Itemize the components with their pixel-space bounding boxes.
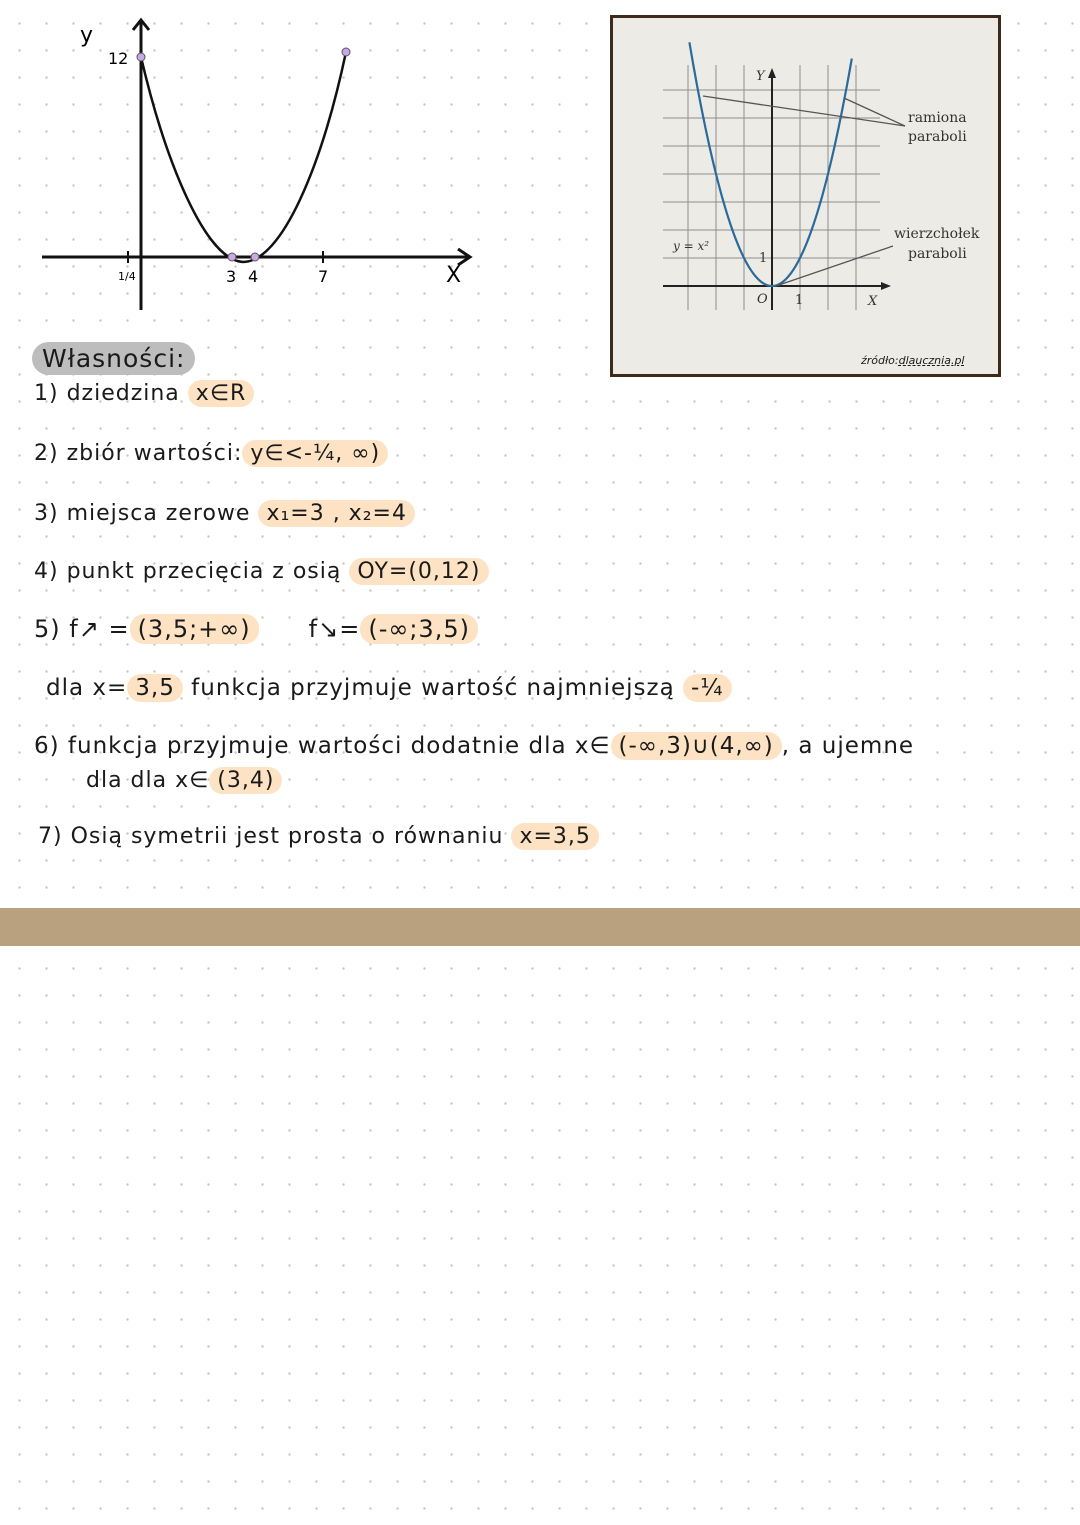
label: dla x= <box>46 675 128 701</box>
label: 1) dziedzina <box>34 381 180 406</box>
label: dla dla x∈ <box>86 768 210 793</box>
label: 5) f↗ = <box>34 615 130 643</box>
source-link[interactable]: dlaucznia.pl <box>898 354 965 367</box>
label: f↘= <box>308 615 361 643</box>
y-axis-arrow <box>768 68 776 78</box>
vertex-label-line1: wierzchołek <box>894 226 980 242</box>
label: funkcja przyjmuje wartość najmniejszą <box>191 675 675 701</box>
hand-drawn-parabola-graph <box>0 0 500 320</box>
heading-text: Własności: <box>32 342 195 375</box>
y-axis-label: Y <box>756 69 765 84</box>
arms-pointer-left <box>703 96 905 126</box>
x-tick-7: 7 <box>318 267 329 286</box>
label: 3) miejsca zerowe <box>34 501 251 526</box>
label: , a ujemne <box>781 733 915 759</box>
point-3-0 <box>228 253 236 261</box>
x-tick-quarter: 1/4 <box>118 270 136 283</box>
x-tick-3: 3 <box>226 267 237 286</box>
x-axis-arrow <box>881 282 891 290</box>
value: OY=(0,12) <box>349 558 488 585</box>
y-axis-label: y <box>80 23 94 48</box>
value: x=3,5 <box>511 823 598 850</box>
x-tick-1: 1 <box>795 293 804 308</box>
property-1 <box>34 381 254 406</box>
label: 2) zbiór wartości: <box>34 441 243 466</box>
arms-label-line1: ramiona <box>908 110 967 126</box>
textbook-graph <box>613 18 998 374</box>
value: (-∞;3,5) <box>360 614 478 644</box>
property-6 <box>34 733 914 759</box>
label: 4) punkt przecięcia z osią <box>34 559 342 584</box>
property-2 <box>34 441 388 466</box>
label: 6) funkcja przyjmuje wartości dodatnie dla x∈ <box>34 733 611 759</box>
vertex-pointer <box>776 246 893 286</box>
x-axis-label: X <box>868 294 878 309</box>
point-4-0 <box>251 253 259 261</box>
vertex-label-line2: paraboli <box>908 246 967 262</box>
y-tick-12: 12 <box>108 49 129 68</box>
point-7-12 <box>342 48 350 56</box>
property-5 <box>34 615 478 643</box>
value: (-∞,3)∪(4,∞) <box>611 732 782 760</box>
parabola-curve <box>141 52 346 262</box>
x-axis-label: X <box>446 263 462 288</box>
property-3 <box>34 501 415 526</box>
minimum-statement <box>46 675 732 701</box>
property-4 <box>34 559 489 584</box>
value: (3,4) <box>209 767 282 794</box>
source-prefix: źródło: <box>861 354 899 367</box>
value: 3,5 <box>127 674 183 702</box>
properties-heading <box>32 344 195 373</box>
value: x∈R <box>188 380 254 407</box>
property-6-line2 <box>86 768 282 793</box>
divider-band <box>0 908 1080 946</box>
property-7 <box>38 824 599 849</box>
value: x₁=3 , x₂=4 <box>258 500 415 527</box>
point-0-12 <box>137 53 145 61</box>
value: (3,5;+∞) <box>130 614 259 644</box>
source-credit <box>861 354 965 367</box>
value: y∈<-¼, ∞) <box>242 440 388 467</box>
origin-label: O <box>757 292 768 307</box>
value: -¼ <box>683 674 732 702</box>
y-tick-1: 1 <box>759 251 768 266</box>
textbook-figure <box>610 15 1001 377</box>
equation-label: y = x² <box>673 239 710 253</box>
x-tick-4: 4 <box>248 267 259 286</box>
label: 7) Osią symetrii jest prosta o równaniu <box>38 824 504 849</box>
arms-label-line2: paraboli <box>908 129 967 145</box>
parabola-curve <box>689 42 851 286</box>
